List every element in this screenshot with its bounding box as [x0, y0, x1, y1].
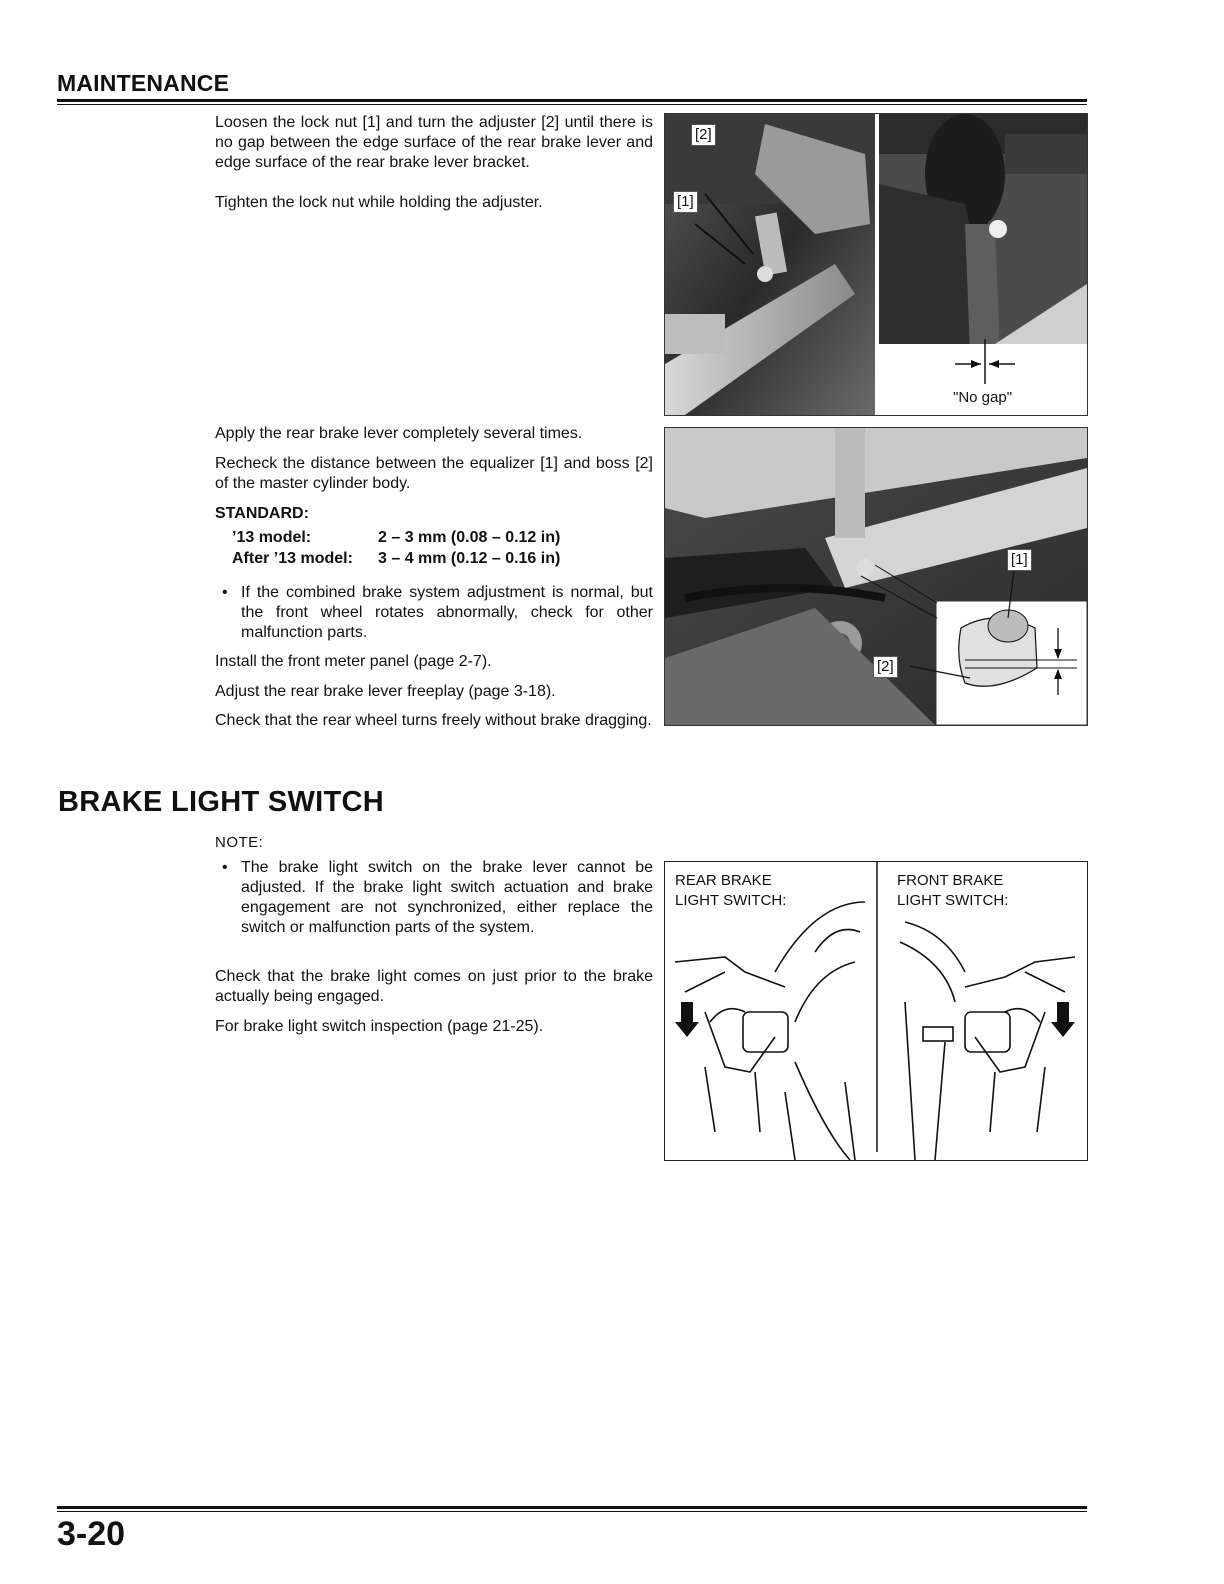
standard-row: [232, 548, 662, 569]
bullet-mark: •: [222, 584, 228, 601]
install-meter-paragraph: Install the front meter panel (page 2-7).: [215, 653, 492, 670]
standard-model: ’13 model:: [232, 529, 312, 546]
standard-model: After ’13 model:: [232, 550, 353, 567]
bullet-item: [222, 583, 653, 643]
section-header: MAINTENANCE: [57, 70, 230, 96]
brake-light-switch-title: BRAKE LIGHT SWITCH: [58, 786, 384, 818]
equalizer-photo-illustration: [665, 428, 1087, 725]
header-rule: [57, 99, 1087, 102]
standard-spec-table: [232, 527, 662, 569]
note-text: The brake light switch on the brake lever cannot be adjusted. If the brake light switch actuation and brake engagement are not synchronized, either replace the switch or malfunction parts of the system.: [241, 859, 653, 936]
adjuster-photo-illustration: [665, 114, 1087, 415]
check-brake-light-paragraph: Check that the brake light comes on just prior to the brake actually being engaged.: [215, 968, 653, 1005]
front-switch-label-line2: LIGHT SWITCH:: [897, 892, 1009, 909]
rear-switch-label-line1: REAR BRAKE: [675, 872, 772, 889]
figure1-callout-2: [2]: [691, 124, 716, 146]
standard-value: 2 – 3 mm (0.08 – 0.12 in): [378, 529, 561, 546]
front-switch-label-line1: FRONT BRAKE: [897, 872, 1004, 889]
standard-value: 3 – 4 mm (0.12 – 0.16 in): [378, 550, 561, 567]
adjuster-photo-figure: [664, 113, 1088, 416]
header-rule-thin: [57, 104, 1087, 105]
note-bullet-mark: •: [222, 859, 228, 876]
figure2-callout-2: [2]: [873, 656, 898, 678]
figure2-callout-1: [1]: [1007, 549, 1032, 571]
note-label: NOTE:: [215, 834, 264, 851]
note-bullet-item: [222, 858, 653, 938]
figure1-callout-1: [1]: [673, 191, 698, 213]
no-gap-label: "No gap": [953, 389, 1013, 406]
rear-switch-label-line2: LIGHT SWITCH:: [675, 892, 787, 909]
standard-row: [232, 527, 662, 548]
footer-rule: [57, 1506, 1087, 1509]
lock-nut-paragraph: Loosen the lock nut [1] and turn the adjuster [2] until there is no gap between the edge surface of the rear brake lever and edge surface of the rear brake lever bracket.: [215, 114, 653, 171]
inspection-reference-paragraph: For brake light switch inspection (page 21-25).: [215, 1018, 544, 1035]
adjust-freeplay-paragraph: Adjust the rear brake lever freeplay (page 3-18).: [215, 683, 556, 700]
footer-rule-thin: [57, 1511, 1087, 1512]
check-wheel-paragraph: Check that the rear wheel turns freely without brake dragging.: [215, 712, 652, 729]
recheck-distance-paragraph: Recheck the distance between the equalizer [1] and boss [2] of the master cylinder body.: [215, 455, 653, 492]
page-number: 3-20: [57, 1515, 126, 1553]
tighten-paragraph: Tighten the lock nut while holding the adjuster.: [215, 194, 543, 211]
brake-switch-figure: [664, 861, 1088, 1161]
bullet-text: If the combined brake system adjustment is normal, but the front wheel rotates abnormally, check for other malfunction parts.: [241, 584, 653, 641]
equalizer-photo-figure: [664, 427, 1088, 726]
apply-lever-paragraph: Apply the rear brake lever completely several times.: [215, 425, 583, 442]
standard-label: STANDARD:: [215, 505, 309, 522]
